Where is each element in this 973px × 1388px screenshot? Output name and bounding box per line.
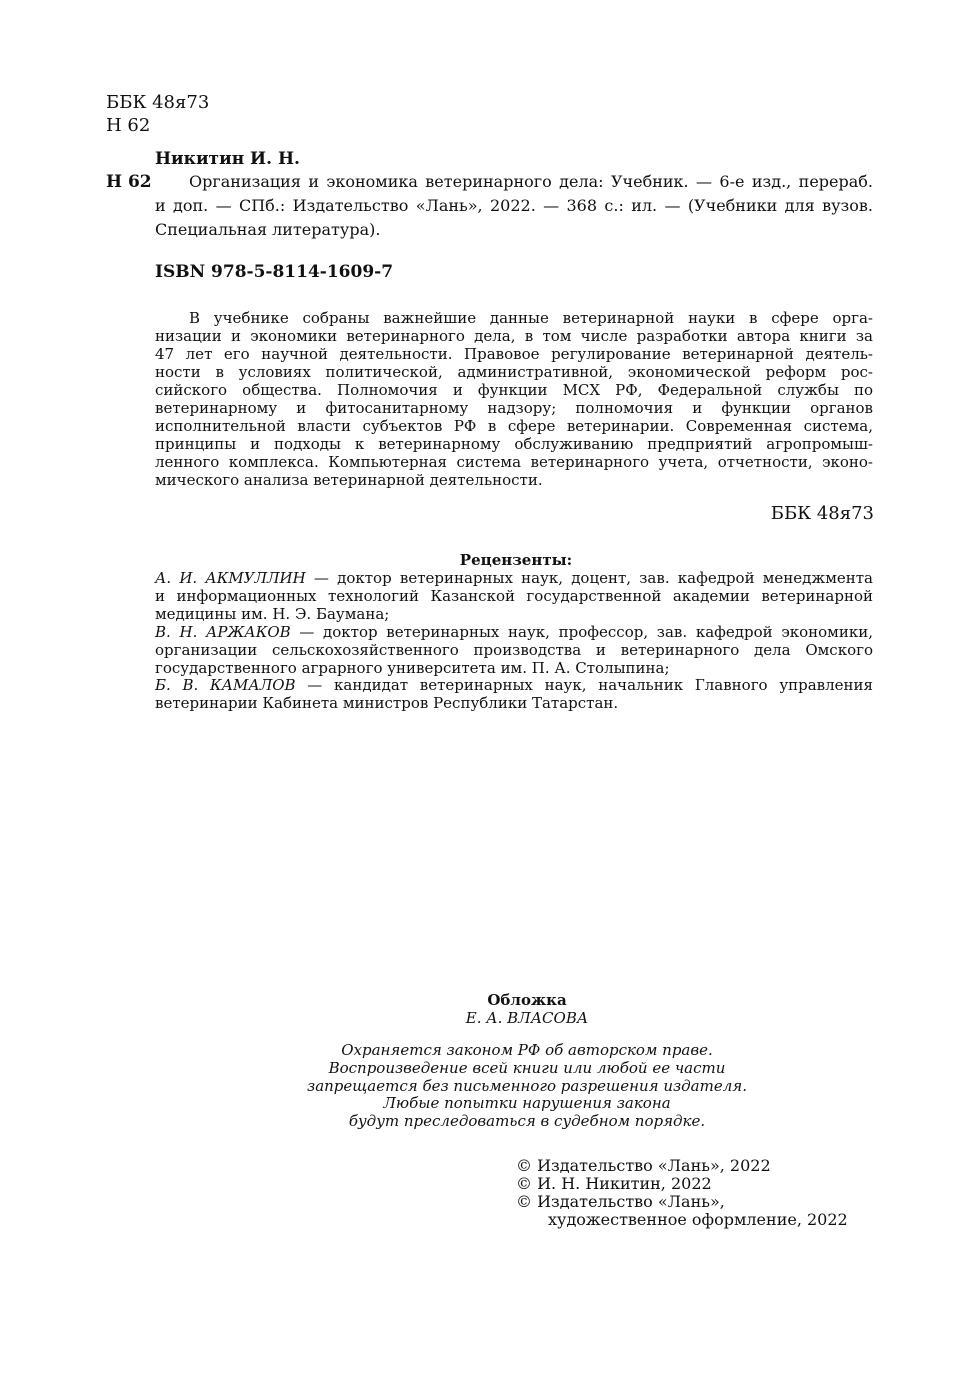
annotation-line: ветеринарному и фитосанитарному надзору; полномочия и функции органов [155, 399, 873, 417]
reviewer-description: — кандидат ветеринарных наук, начальник Главного управления [295, 676, 873, 694]
annotation-line: ленного комплекса. Компьютерная система ветеринарного учета, отчетности, эконо- [155, 453, 873, 471]
reviewer-name: Б. В. КАМАЛОВ [155, 676, 296, 694]
notice-line: Любые попытки нарушения закона [383, 1094, 671, 1112]
annotation-line: сийского общества. Полномочия и функции МСХ РФ, Федеральной службы по [155, 381, 873, 399]
reviewer-description: — доктор ветеринарных наук, доцент, зав. кафедрой менеджмента [305, 569, 873, 587]
annotation-line: исполнительной власти субъектов РФ в сфере ветеринарии. Современная система, [155, 417, 873, 435]
reviewer-line: организации сельскохозяйственного производства и ветеринарного дела Омского [155, 641, 873, 659]
annotation-line: мического анализа ветеринарной деятельности. [155, 471, 543, 489]
notice-line: запрещается без письменного разрешения издателя. [307, 1077, 747, 1095]
reviewer-line: и информационных технологий Казанской государственной академии ветеринарной [155, 587, 873, 605]
annotation-bbk-code: ББК 48я73 [770, 503, 874, 524]
annotation-line: принципы и подходы к ветеринарному обслуживанию предприятий агропромыш- [155, 435, 873, 453]
notice-line: Воспроизведение всей книги или любой ее части [328, 1059, 726, 1077]
copyright-line: © Издательство «Лань», [516, 1192, 725, 1211]
reviewer-description: — доктор ветеринарных наук, профессор, зав. кафедрой экономики, [290, 623, 873, 641]
cover-label: Обложка [487, 991, 567, 1009]
reviewer-name: А. И. АКМУЛЛИН [155, 569, 306, 587]
annotation-line: 47 лет его научной деятельности. Правовое регулирование ветеринарной деятель- [155, 345, 873, 363]
call-number: Н 62 [106, 115, 151, 136]
notice-line: будут преследоваться в судебном порядке. [348, 1112, 706, 1130]
reviewer-line [155, 676, 873, 694]
reviewer-line [155, 623, 873, 641]
bibliography-line-2: и доп. — СПб.: Издательство «Лань», 2022. — 368 с.: ил. — (Учебники для вузов. [155, 196, 873, 215]
cover-designer: Е. А. ВЛАСОВА [465, 1009, 589, 1027]
bibliography-call-number: Н 62 [106, 172, 152, 192]
author-name: Никитин И. Н. [155, 149, 300, 169]
copyright-line: © Издательство «Лань», 2022 [516, 1156, 771, 1175]
bbk-code: ББК 48я73 [106, 92, 210, 113]
isbn: ISBN 978-5-8114-1609-7 [155, 262, 394, 282]
notice-line: Охраняется законом РФ об авторском праве. [341, 1041, 713, 1059]
reviewer-line: ветеринарии Кабинета министров Республики Татарстан. [155, 694, 619, 712]
bibliography-line-3: Специальная литература). [155, 220, 381, 239]
reviewer-name: В. Н. АРЖАКОВ [155, 623, 291, 641]
reviewer-line: государственного аграрного университета им. П. А. Столыпина; [155, 659, 670, 677]
reviewer-line: медицины им. Н. Э. Баумана; [155, 605, 390, 623]
annotation-line: ности в условиях политической, административной, экономической реформ рос- [155, 363, 873, 381]
reviewers-title: Рецензенты: [459, 551, 573, 569]
bibliography-line-1: Организация и экономика ветеринарного дела: Учебник. — 6-е изд., перераб. [189, 172, 873, 191]
copyright-line: © И. Н. Никитин, 2022 [516, 1174, 712, 1193]
annotation-line: В учебнике собраны важнейшие данные ветеринарной науки в сфере орга- [189, 309, 873, 327]
annotation-line: низации и экономики ветеринарного дела, в том числе разработки автора книги за [155, 327, 873, 345]
reviewer-line [155, 569, 873, 587]
copyright-line: художественное оформление, 2022 [548, 1210, 848, 1229]
